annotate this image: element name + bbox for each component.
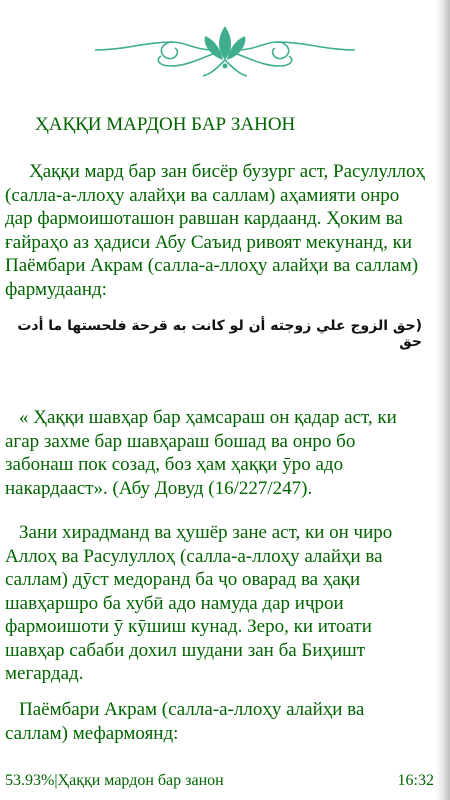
article-title: ҲАҚҚИ МАРДОН БАР ЗАНОН	[35, 114, 296, 135]
reader-status-bar	[5, 772, 434, 794]
paragraph-3: Зани хирадманд ва ҳушёр зане аст, ки он чиро Аллоҳ ва Расулуллоҳ (салла-а-ллоҳу алайҳи ва саллам) дӯст медоранд ба ҷо оварад ва ҳақи шавҳаршро ба хубӣ адо намуда дар иҷрои фармоишоти ӯ кӯшиш кунад. Зеро, ки итоати шавҳар сабаби дохил шудани зан ба Биҳишт мегардад.	[5, 522, 393, 684]
progress-percent: 53.93%	[5, 772, 55, 789]
chapter-name: Ҳаққи мардон бар занон	[57, 772, 224, 789]
paragraph-1: Ҳаққи мард бар зан бисёр бузург аст, Расулуллоҳ (салла-а-ллоҳу алайҳи ва саллам) аҳамияти онро дар фармоишоташон равшан кардаанд. Ҳоким ва ғайраҳо аз ҳадиси Абу Саъид ривоят мекунанд, ки Паёмбари Акрам (салла-а-ллоҳу алайҳи ва саллам) фармудаанд:	[5, 161, 425, 300]
paragraph-4: Паёмбари Акрам (салла-а-ллоҳу алайҳи ва саллам) мефармоянд:	[5, 699, 365, 744]
floral-divider-ornament-icon	[85, 20, 365, 80]
arabic-hadith-quote: (حق الزوج علي زوجته أن لو كانت به قرحة فلحستها ما أدت حق	[17, 318, 422, 350]
reading-progress	[5, 772, 224, 790]
paragraph-2: « Ҳаққи шавҳар бар ҳамсараш он қадар аст, ки агар захме бар шавҳараш бошад ва онро бо забонаш пок созад, боз ҳам ҳаққи ӯро адо накардааст». (Абу Довуд (16/227/247).	[5, 407, 397, 499]
clock-time: 16:32	[397, 772, 434, 789]
progress-separator: |	[54, 772, 58, 789]
page-edge-shadow	[436, 0, 450, 800]
